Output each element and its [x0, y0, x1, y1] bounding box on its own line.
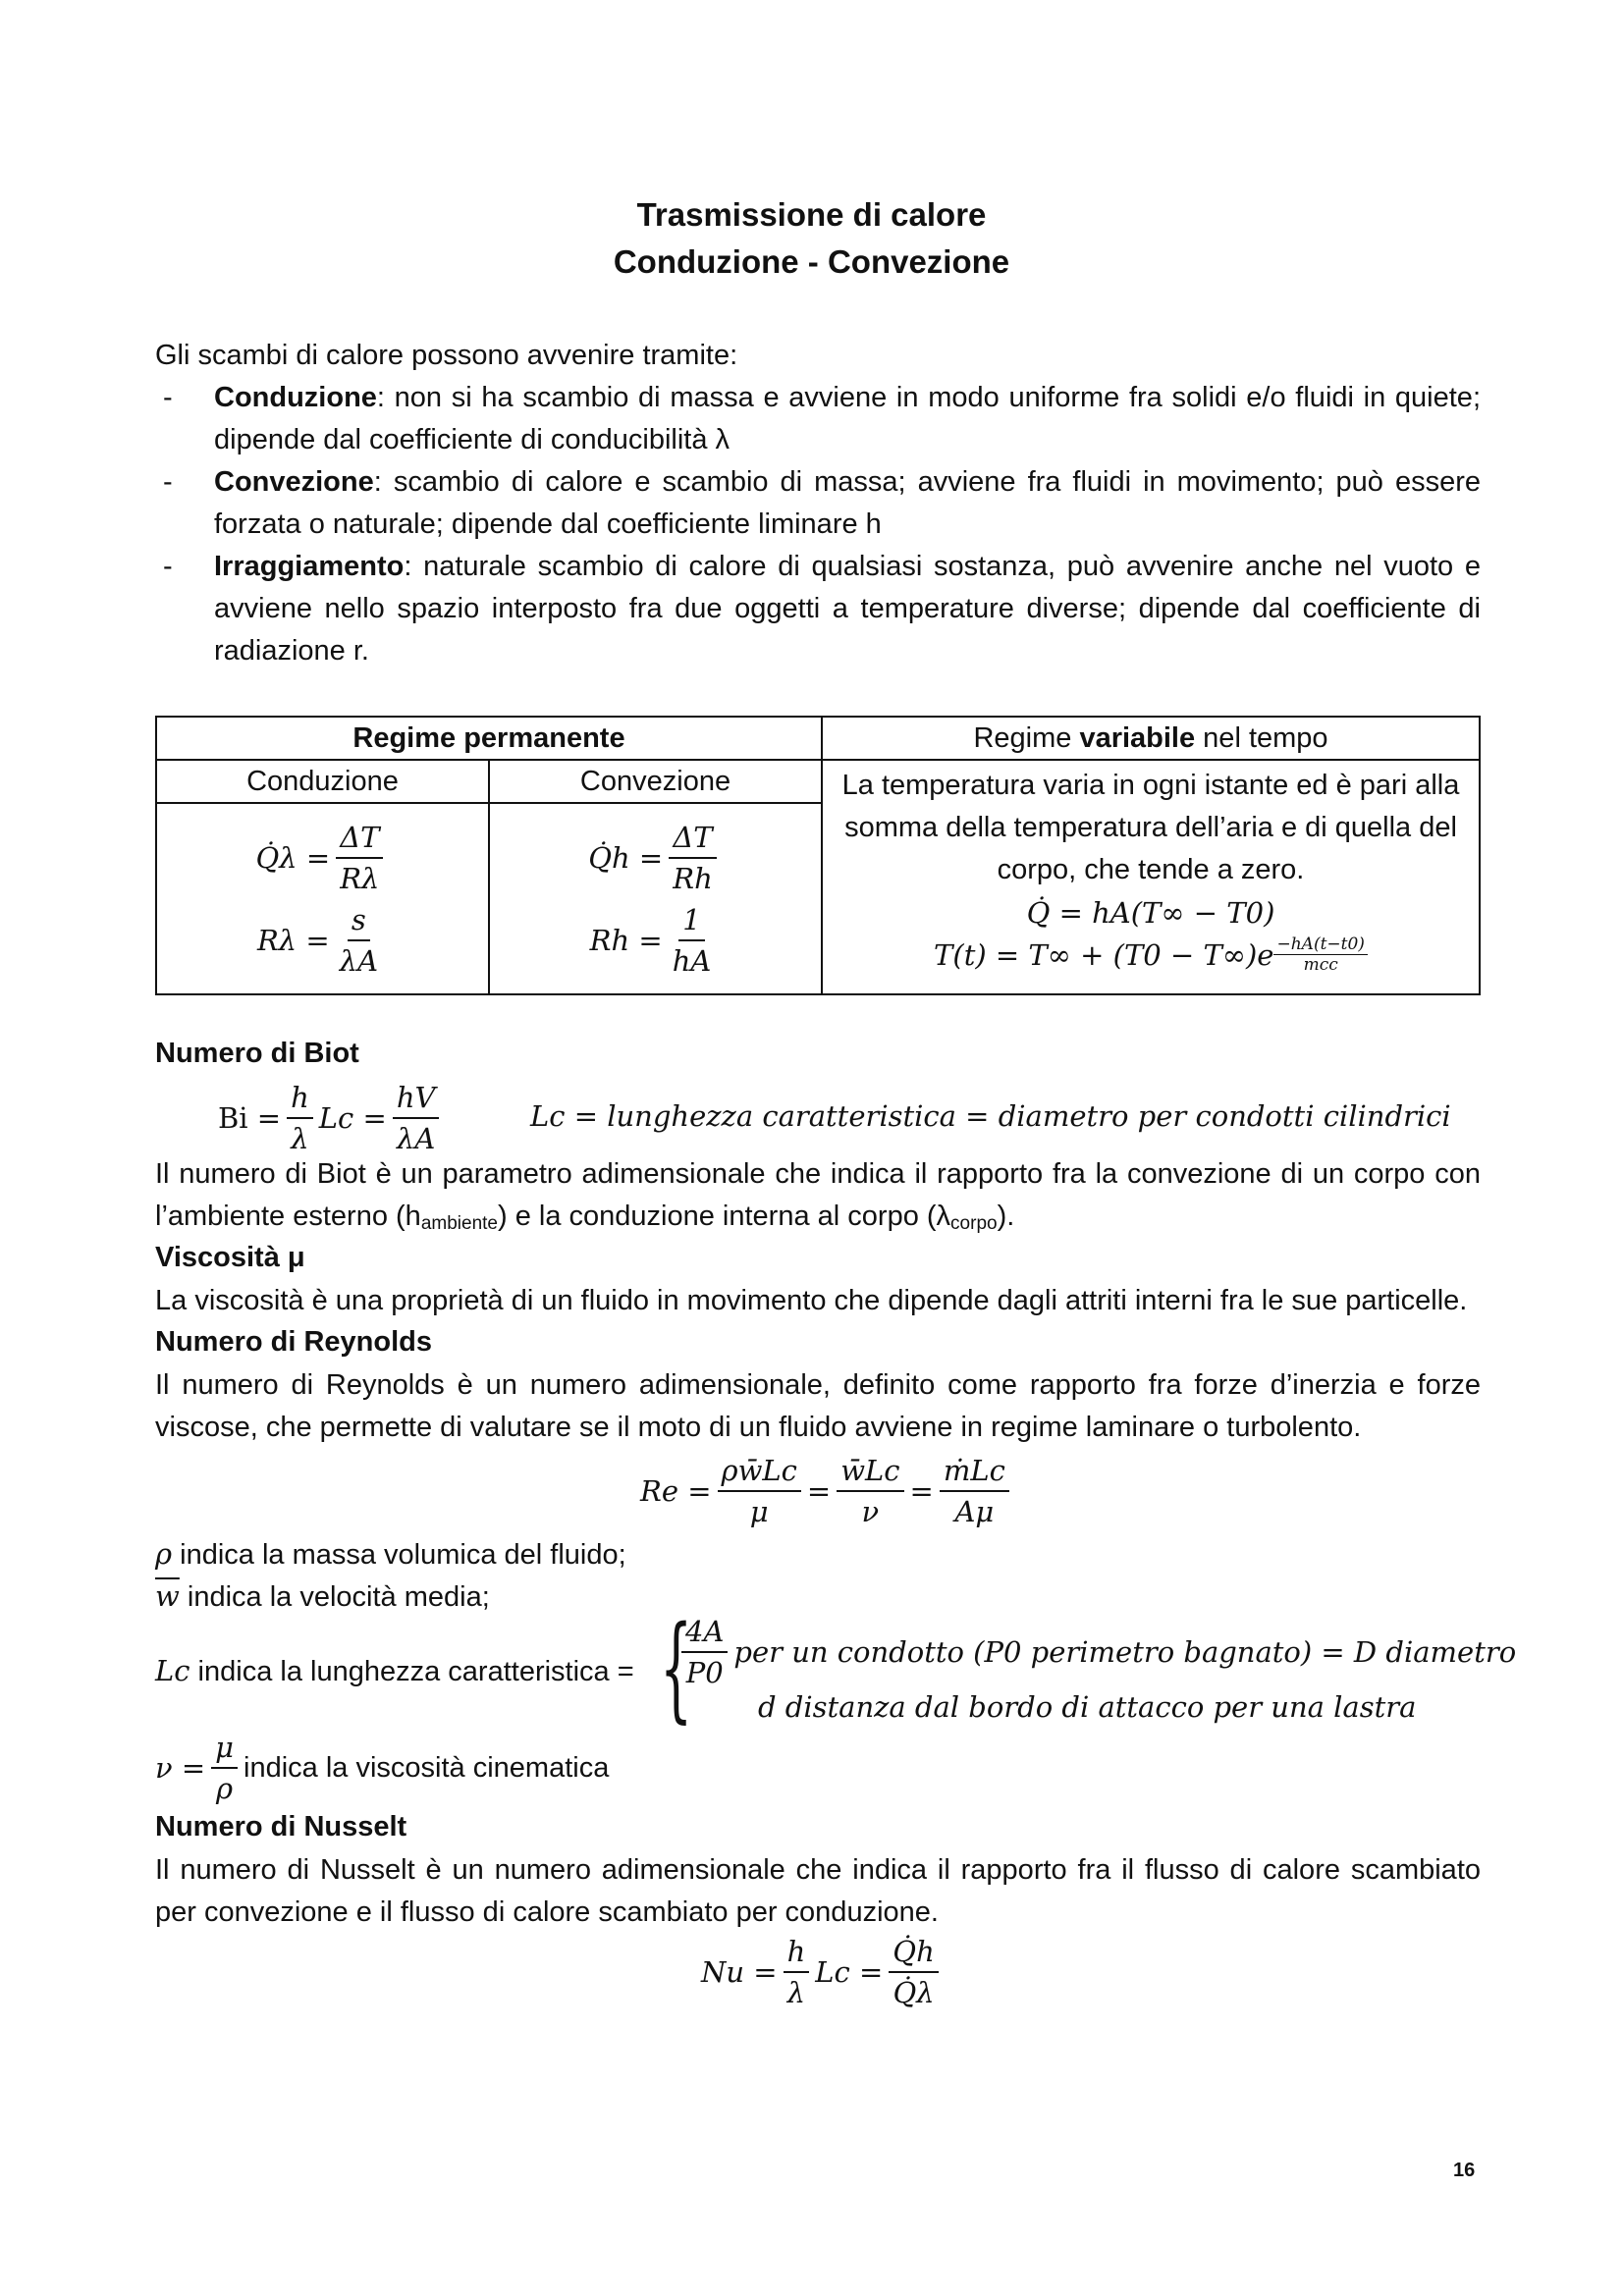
lc-line: Lc indica la lunghezza caratteristica = — [155, 1654, 634, 1687]
viscosita-heading: Viscosità μ — [155, 1242, 305, 1273]
page-subtitle: Conduzione - Convezione — [613, 243, 1010, 280]
reynolds-equation: Re = $\frac{\rho w̄Lc}{\mu}$ = $\frac{w̄Lc}{\nu}$ = $\frac{\text{ṁLc}}{A\mu}$ — [640, 1451, 1015, 1531]
nusselt-text: Il numero di Nusselt è un numero adimensionale che indica il rapporto fra il flusso di calore scambiato per convezione e il flusso di calore scambiato per conduzione. — [155, 1854, 1481, 1928]
col-conduzione: Conduzione — [156, 760, 489, 803]
nusselt-heading: Numero di Nusselt — [155, 1811, 407, 1842]
cell-regime-variabile — [822, 760, 1480, 994]
col-convezione: Convezione — [489, 760, 822, 803]
lc-case-1: $\frac{4A}{P0}$ per un condotto (P0 perimetro bagnato) = D diametro — [676, 1612, 1516, 1692]
eq-q-dot: Q̇ = hA(T∞ − T0) — [1026, 896, 1275, 930]
bullet-text: : non si ha scambio di massa e avviene in modo uniforme fra solidi e/o fluidi in quiete; dipende dal coefficiente di conducibilità λ — [214, 382, 1481, 455]
eq-q-lambda-lhs: Q̇λ = — [255, 840, 331, 875]
cell-conduzione-eq: Q̇λ = $\frac{\Delta T}{R\lambda}$ Rλ = $\frac{s}{\lambda A}$ — [156, 803, 489, 994]
viscosita-text: La viscosità è una proprietà di un fluido in movimento che dipende dagli attriti interni fra le sue particelle. — [155, 1285, 1468, 1316]
brace-icon: { — [660, 1602, 693, 1735]
page-title: Trasmissione di calore — [636, 196, 987, 233]
nusselt-equation: Nu = $\frac{h}{\lambda}$ Lc = $\frac{Q̇h}{Q̇\lambda}$ — [701, 1932, 945, 2012]
bullet-term: Irraggiamento — [214, 551, 405, 582]
cell-convezione-eq: Q̇h = $\frac{\Delta T}{Rh}$ Rh = $\frac{1}{hA}$ — [489, 803, 822, 994]
rho-line: ρ indica la massa volumica del fluido; — [155, 1537, 626, 1571]
reynolds-text: Il numero di Reynolds è un numero adimensionale, definito come rapporto fra forze d’inerzia e forze viscose, che permette di valutare se il moto di un fluido avviene in regime laminare o turbolento. — [155, 1369, 1481, 1443]
page-number: 16 — [1453, 2160, 1476, 2181]
nu-line: ν = $\frac{\mu}{\rho}$ indica la viscosità cinematica — [155, 1728, 609, 1808]
biot-equation: Bi = $\frac{h}{\lambda}$ Lc = $\frac{hV}{\lambda A}$ — [218, 1078, 445, 1158]
bullet-text: : scambio di calore e scambio di massa; avviene fra fluidi in movimento; può essere forzata o naturale; dipende dal coefficiente liminare h — [214, 466, 1481, 540]
list-item: - Conduzione: non si ha scambio di massa e avviene in modo uniforme fra solidi e/o fluidi in quiete; dipende dal coefficiente di conducibilità λ — [163, 382, 1481, 455]
eq-r-h-lhs: Rh = — [589, 923, 663, 957]
list-item: - Convezione: scambio di calore e scambio di massa; avviene fra fluidi in movimento; può essere forzata o naturale; dipende dal coefficiente liminare h — [163, 466, 1481, 540]
bullet-list — [155, 377, 1481, 672]
biot-heading: Numero di Biot — [155, 1038, 359, 1069]
heat-regime-table — [155, 716, 1481, 995]
bullet-term: Convezione — [214, 466, 374, 498]
header-regime-variabile: Regime variabile nel tempo — [822, 717, 1480, 760]
lc-case-2: d distanza dal bordo di attacco per una lastra — [758, 1690, 1417, 1724]
w-line: $\overline{w}$ indica la velocità media; — [155, 1579, 490, 1613]
biot-definition: Lc = lunghezza caratteristica = diametro per condotti cilindrici — [530, 1099, 1451, 1133]
header-regime-permanente: Regime permanente — [156, 717, 822, 760]
bullet-text: : naturale scambio di calore di qualsiasi sostanza, può avvenire anche nel vuoto e avviene nello spazio interposto fra due oggetti a temperature diverse; dipende dal coefficiente di radiazione r. — [214, 551, 1481, 667]
bullet-term: Conduzione — [214, 382, 377, 413]
eq-q-h-lhs: Q̇h = — [588, 840, 664, 875]
reynolds-heading: Numero di Reynolds — [155, 1326, 432, 1358]
variabile-text: La temperatura varia in ogni istante ed è pari alla somma della temperatura dell’aria e di quella del corpo, che tende a zero. — [841, 770, 1460, 885]
list-item: - Irraggiamento: naturale scambio di calore di qualsiasi sostanza, può avvenire anche nel vuoto e avviene nello spazio interposto fra due oggetti a temperature diverse; dipende dal coefficiente di radiazione r. — [163, 551, 1481, 667]
biot-text: Il numero di Biot è un parametro adimensionale che indica il rapporto fra la convezione di un corpo con l’ambiente esterno $(h_{ambiente})$ e la conduzione interna al corpo $(\lambda_{corpo})$. — [155, 1158, 1481, 1234]
eq-temperature: T(t) = T∞ + (T0 − T∞)e −hA(t−t0) mcc — [837, 934, 1465, 977]
intro-text: Gli scambi di calore possono avvenire tramite: — [155, 340, 738, 371]
eq-r-lambda-lhs: Rλ = — [256, 923, 330, 957]
